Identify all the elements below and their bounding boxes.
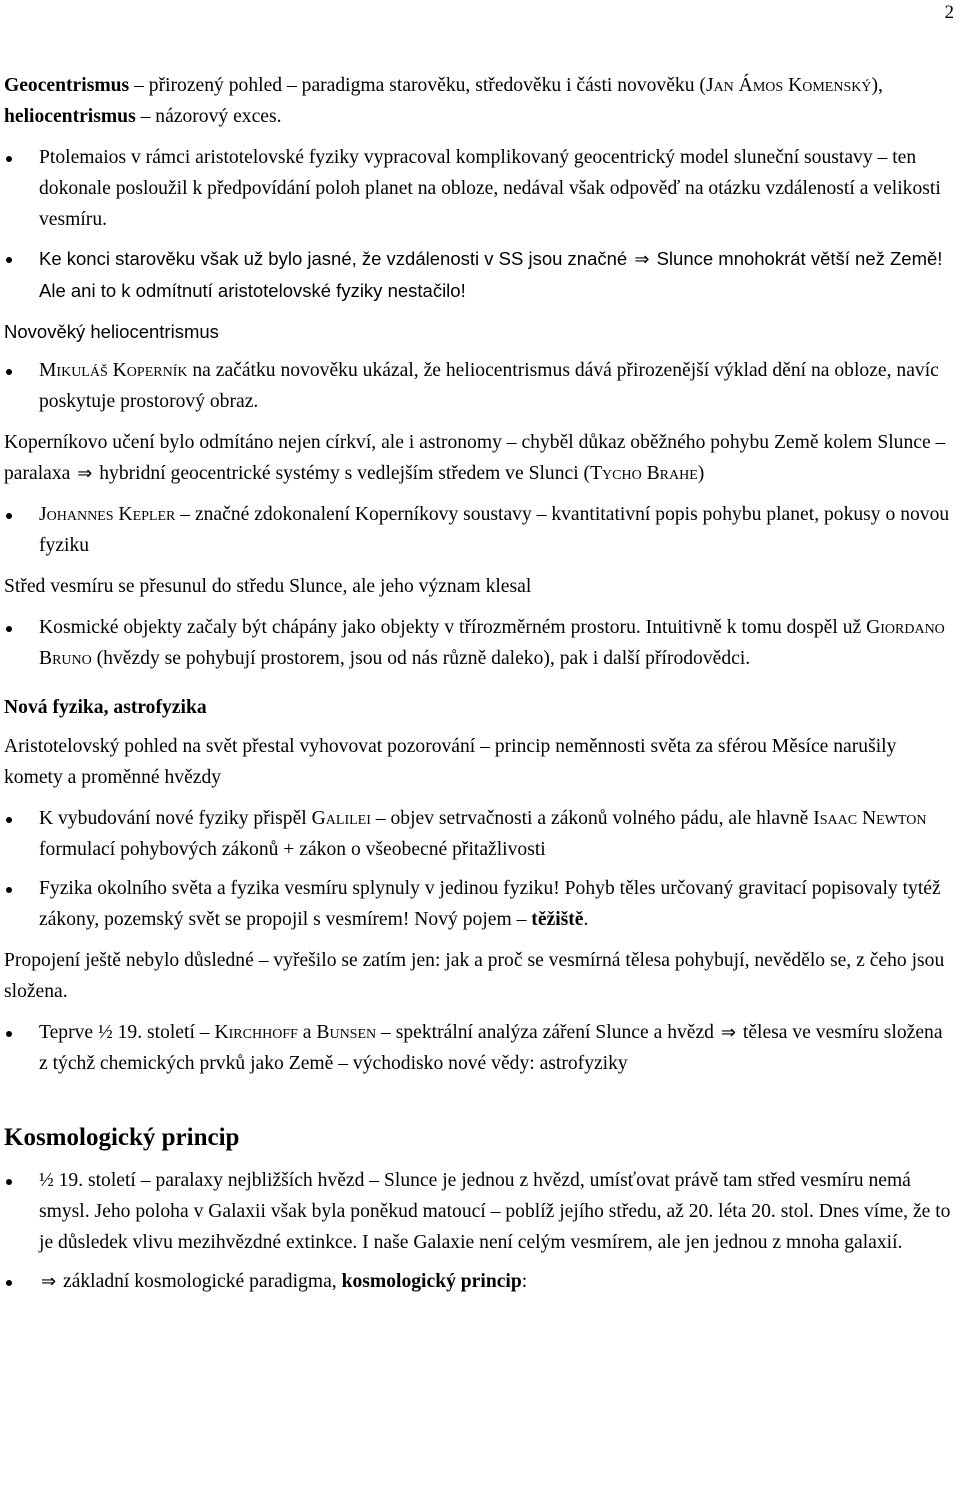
list-item [4, 1165, 956, 1258]
text: – objev setrvačnosti a zákonů volného pádu, ale hlavně [370, 808, 814, 829]
term-teziste: těžiště [531, 909, 584, 930]
heading-text: Nová fyzika, astrofyzika [4, 697, 207, 718]
bullet-list-7 [4, 1165, 956, 1297]
person-name: Johannes Kepler [39, 504, 176, 525]
paragraph [4, 427, 956, 489]
bullet-list-4 [4, 612, 956, 674]
person-name: Kirchhoff [214, 1022, 298, 1043]
text: K vybudování nové fyziky přispěl [39, 808, 312, 829]
bullet-list-3 [4, 499, 956, 561]
text: (hvězdy se pohybují prostorem, jsou od nás různě daleko), pak i další přírodovědci. [91, 648, 751, 669]
paragraph: Střed vesmíru se přesunul do středu Slunce, ale jeho význam klesal [4, 576, 532, 597]
text: . [583, 909, 589, 930]
page-number: 2 [944, 2, 954, 23]
list-item [4, 612, 956, 674]
list-item [4, 1017, 956, 1079]
list-item [4, 803, 956, 865]
person-name: Galilei [311, 808, 371, 829]
bullet-list-1 [4, 142, 956, 306]
term-heliocentrismus: heliocentrismus [4, 106, 136, 127]
page-content [4, 70, 956, 1307]
text: – přirozený pohled – paradigma starověku, středověku i části novověku ( [129, 75, 706, 96]
text: Teprve ½ 19. století – [39, 1022, 215, 1043]
list-item [4, 873, 956, 935]
text: tělesa ve vesmíru složena z týchž chemických prvků jako Země – východisko nové vědy: astrofyziky [39, 1022, 943, 1074]
text: základní kosmologické paradigma, [58, 1271, 342, 1292]
heading-text: Kosmologický princip [4, 1124, 240, 1151]
list-item [4, 1266, 956, 1297]
text: ), [871, 75, 883, 96]
text: na začátku novověku ukázal, že heliocentrismus dává přirozenější výklad dění na obloze, navíc poskytuje prostorový obraz. [39, 360, 939, 412]
list-item [4, 355, 956, 417]
text: hybridní geocentrické systémy s vedlejším středem ve Slunci ( [94, 463, 591, 484]
section-heading-kosmologicky-princip [4, 1121, 956, 1155]
text: – názorový exces. [135, 106, 282, 127]
text: formulací pohybových zákonů + zákon o všeobecné přitažlivosti [39, 839, 546, 860]
person-name: Giordano Bruno [39, 617, 945, 669]
text: ) [697, 463, 705, 484]
text: – značné zdokonalení Koperníkovy soustavy – kvantitativní popis pohybu planet, pokusy o novou fyziku [39, 504, 950, 556]
implies-arrow-icon: ⇒ [720, 1022, 736, 1043]
text: Koperníkovo učení bylo odmítáno nejen církví, ale i astronomy – chyběl důkaz oběžného pohybu Země kolem Slunce – paralaxa [4, 432, 946, 484]
text: – spektrální analýza záření Slunce a hvězd [376, 1022, 719, 1043]
bullet-list-6 [4, 1017, 956, 1079]
list-item [4, 142, 956, 235]
intro-paragraph [4, 70, 956, 132]
section-heading-nova-fyzika [4, 692, 956, 723]
text: a [297, 1022, 317, 1043]
text: Ke konci starověku však už bylo jasné, že vzdálenosti v SS jsou značné [39, 248, 633, 269]
implies-arrow-icon: ⇒ [77, 463, 93, 484]
paragraph: Propojení ještě nebylo důsledné – vyřešilo se zatím jen: jak a proč se vesmírná tělesa pohybují, nevědělo se, z čeho jsou složena. [4, 950, 945, 1002]
term-geocentrismus: Geocentrismus [4, 75, 130, 96]
text: Kosmické objekty začaly být chápány jako objekty v třírozměrném prostoru. Intuitivně k tomu dospěl už [39, 617, 867, 638]
text: Slunce mnohokrát větší než Země! Ale ani to k odmítnutí aristotelovské fyziky nestačilo! [39, 248, 943, 301]
term-kosmologicky-princip: kosmologický princip [341, 1271, 522, 1292]
text: : [521, 1271, 528, 1292]
person-name: Tycho Brahe [590, 463, 698, 484]
paragraph: Aristotelovský pohled na svět přestal vyhovovat pozorování – princip neměnnosti světa za sférou Měsíce narušily komety a proměnné hvězdy [4, 736, 897, 788]
bullet-list-5 [4, 803, 956, 935]
implies-arrow-icon: ⇒ [41, 1271, 57, 1292]
text: Fyzika okolního světa a fyzika vesmíru splynuly v jedinou fyziku! Pohyb těles určovaný gravitací popisovaly tytéž zákony, pozemský svět se propojil s vesmírem! Nový pojem – [39, 878, 941, 930]
section-heading-novoveky: Novověký heliocentrismus [4, 321, 219, 342]
person-name: Jan Ámos Komenský [705, 75, 872, 96]
person-name: Isaac Newton [813, 808, 927, 829]
text: ½ 19. století – paralaxy nejbližších hvězd – Slunce je jednou z hvězd, umísťovat právě tam střed vesmíru nemá smysl. Jeho poloha v Galaxii však byla poněkud matoucí – poblíž jejího středu, až 20. léta 20. stol. Dnes víme, že to je důsledek vlivu mezihvězdné extinkce. I naše Galaxie není celým vesmírem, ale jen jednou z mnoha galaxií. [39, 1170, 951, 1253]
list-item [4, 499, 956, 561]
person-name: Mikuláš Koperník [39, 360, 188, 381]
person-name: Bunsen [316, 1022, 377, 1043]
bullet-list-2 [4, 355, 956, 417]
list-item [4, 243, 956, 306]
text: Ptolemaios v rámci aristotelovské fyziky vypracoval komplikovaný geocentrický model sluneční soustavy – ten dokonale posloužil k předpovídání poloh planet na obloze, nedával však odpověď na otázku vzdáleností a velikosti vesmíru. [39, 147, 941, 230]
implies-arrow-icon: ⇒ [634, 249, 650, 270]
